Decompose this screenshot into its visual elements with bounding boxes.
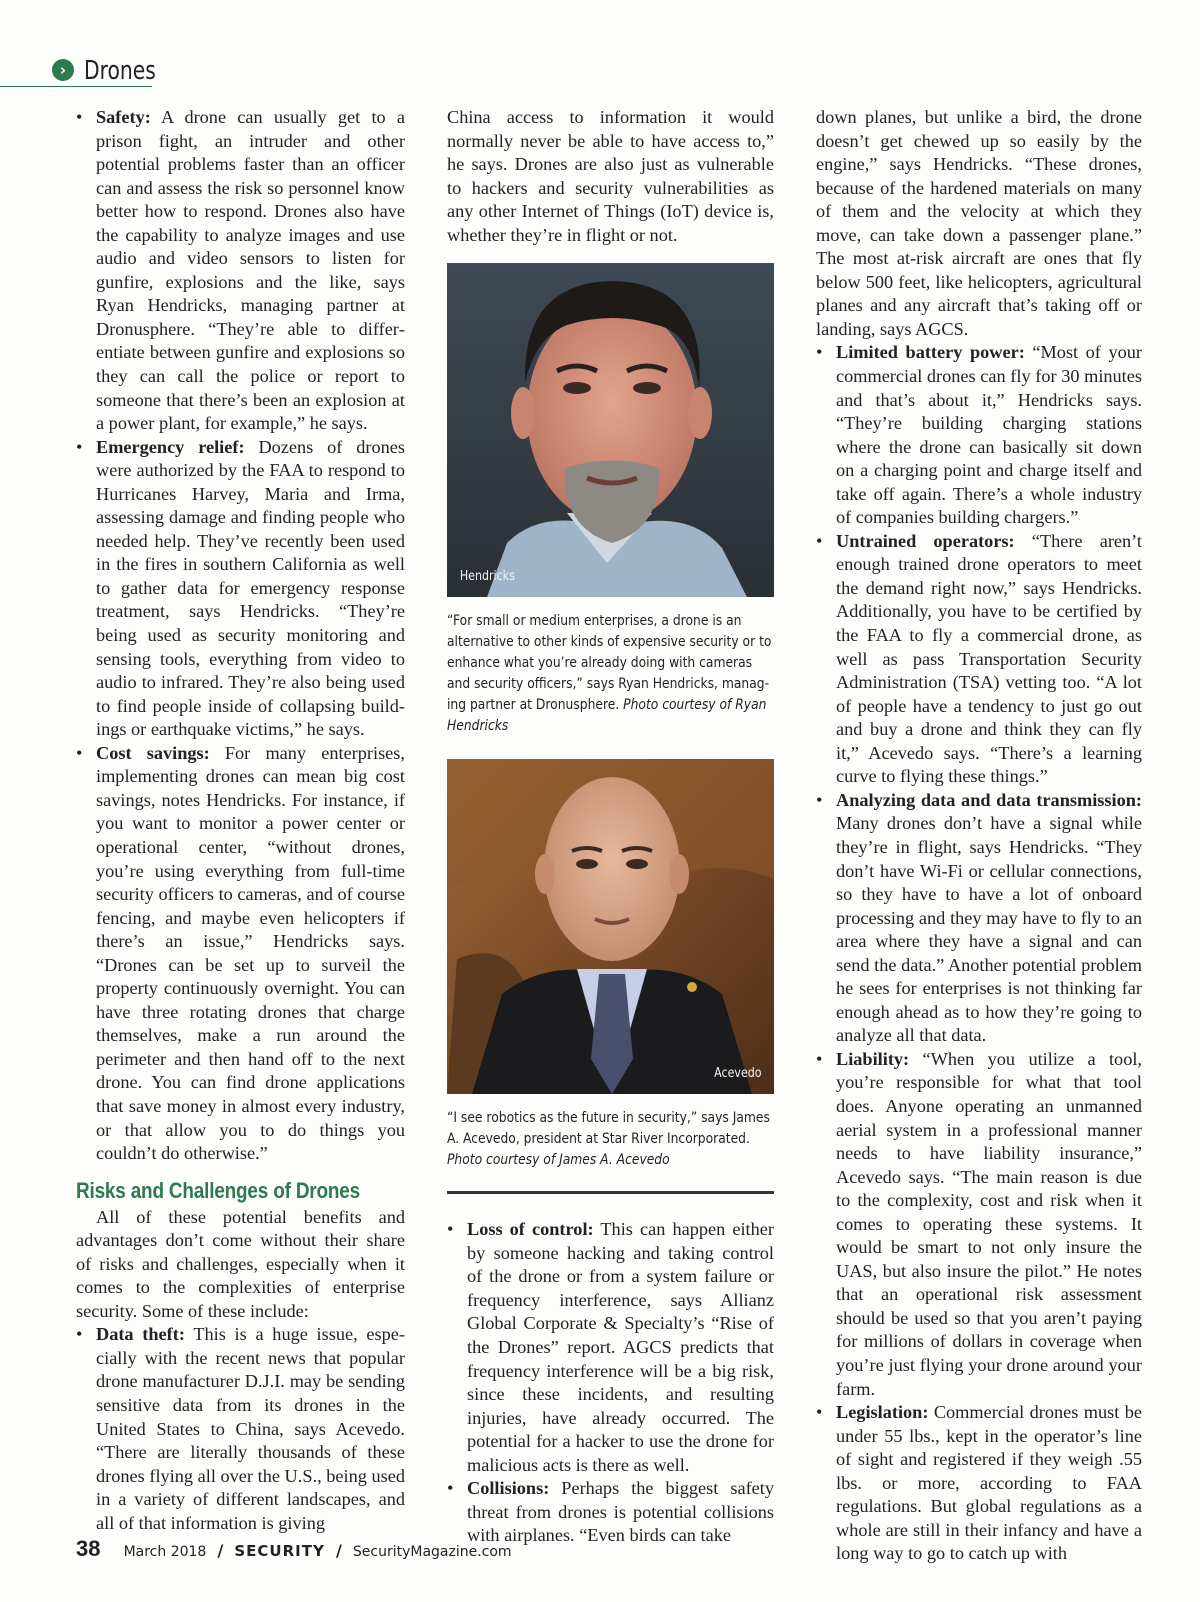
bullet-title: Emergency relief: [96, 436, 245, 457]
bullet-title: Limited battery power: [836, 342, 1025, 363]
risks-list [76, 1323, 405, 1535]
list-item [816, 1048, 1142, 1401]
list-item [76, 436, 405, 742]
page-number: 38 [76, 1536, 101, 1561]
bullet-text: For many enterprises, implementing drones can mean big cost savings, notes Hendricks. For instance, if you want to monitor a power center or operational center, “without drones, you’re using everything from full-time security officers to cameras, and of course fencing, and maybe even helicopters if there’s an issue,” Hendricks says. “Drones can be set up to surveil the property continuously overnight. You can have three rotating drones that charge themselves, make a run around the perimeter and then hand off to the next drone. You can find drone applications that save money in almost every industry, or that allow you to do things you couldn’t do otherwise.” [96, 742, 405, 1164]
list-item [816, 1401, 1142, 1566]
separator: / [217, 1541, 224, 1560]
bullet-text: “There aren’t enough trained drone operators to meet the demand right now,” says Hendricks. Additionally, you have to be certified by the FAA to fly a commercial drone, as well as pass Transportation Security Administration (TSA) vetting too. “A lot of people have a tendency to just go out and buy a drone and think they can fly it,” Acevedo says. “There’s a learning curve to flying these things.” [836, 530, 1143, 787]
website-url: SecurityMagazine.com [352, 1544, 512, 1560]
hendricks-photo [447, 263, 774, 597]
benefits-list [76, 106, 405, 1166]
risks-list-continued [447, 1218, 774, 1548]
chevron-right-icon: › [52, 59, 74, 81]
bullet-text: Dozens of drones were authorized by the FAA to respond to Hurricanes Harvey, Maria and Irma, assessing damage and finding people who needed help. They’ve recently been used in the fires in southern California as well to gather data for emergency response treatment, says Hendricks. “They’re being used as security monitoring and sensing tools, everything from video to audio to infrared. They’re also being used to find people inside of collapsing buildings or earthquake victims,” he says. [96, 436, 405, 740]
photo-tag: Acevedo [714, 1066, 762, 1082]
risks-list-continued-2 [816, 341, 1142, 1565]
bullet-text: Many drones don’t have a signal while they’re in flight, says Hendricks. “They don’t have Wi-Fi or cellular connections, so they have to have a lot of onboard processing and they may have to fly to an area where they have a signal and can send the data.” Another potential problem he sees for enterprises is not thinking far enough ahead as to how they’re going to analyze all that data. [836, 813, 1142, 1046]
issue-date: March 2018 [123, 1544, 207, 1560]
bullet-title: Loss of control: [467, 1219, 594, 1240]
intro-paragraph: All of these potential benefits and advantages don’t come without their share of risks and challenges, especially when it comes to the complexities of enterprise security. Some of these include: [76, 1206, 405, 1321]
list-item [816, 789, 1142, 1048]
bullet-title: Legislation: [836, 1402, 929, 1423]
photo-caption: “For small or medium enterprises, a drone is an alternative to other kinds of expensive security or to enhance what you’re already doing with cameras and security officers,” says Ryan Hendricks, managing partner at Dronusphere. Photo courtesy of Ryan Hendricks [447, 613, 772, 735]
acevedo-photo [447, 759, 774, 1094]
bullet-text: Commercial drones must be under 55 lbs., kept in the operator’s line of sight and registered if they weigh .55 lbs. or more, according to FAA regulations. But global regulations as a whole are still in their infancy and have a long way to go to catch up with [836, 1402, 1142, 1564]
column-2 [447, 106, 774, 1548]
bullet-text: This is a huge issue, especially with the recent news that popular drone manufacturer D.J.I. may be sending sensitive data from its drones in the United States to China, says Acevedo. “There are literally thousands of these drones flying all over the U.S., being used in a variety of different landscapes, and all of that information is giving [96, 1324, 405, 1533]
magazine-name: SECURITY [234, 1542, 325, 1560]
bullet-title: Cost savings: [96, 742, 210, 763]
page-footer [76, 1536, 512, 1562]
bullet-text: This can happen either by someone hacking and taking control of the drone or from a system failure or frequency interference, says Allianz Global Corporate & Specialty’s “Rise of the Drones” report. AGCS predicts that frequency interference will be a big risk, since these incidents, and resulting injuries, have already occurred. The potential for a hacker to use the drone for malicious acts is there as well. [467, 1219, 774, 1475]
section-label: Drones [84, 56, 156, 86]
photo-tag: Hendricks [459, 569, 515, 585]
bullet-title: Data theft: [96, 1324, 185, 1345]
bullet-title: Safety: [96, 107, 151, 127]
hendricks-portrait-image [447, 263, 774, 597]
list-item [816, 341, 1142, 529]
list-item [816, 530, 1142, 789]
bullet-title: Analyzing data and data transmission: [836, 789, 1142, 810]
paragraph: China access to information it would normally never be able to have access to,” he says. Drones are also just as vulnerable to hackers and security vulnerabilities as any other Internet of Things (IoT) device is, whether they’re in flight or not. [447, 107, 774, 245]
list-item [447, 1218, 774, 1477]
subheading: Risks and Challenges of Drones [76, 1177, 360, 1203]
section-header [0, 56, 156, 87]
column-3 [816, 106, 1142, 1566]
list-item [76, 742, 405, 1166]
separator: / [335, 1541, 342, 1560]
divider [447, 1191, 774, 1194]
bullet-title: Untrained operators: [836, 530, 1015, 551]
bullet-text: “Most of your commercial drones can fly for 30 minutes and that’s about it,” Hendricks says. “They’re building charging stations where the drone can basically sit down on a charging point and charge itself and take off again. There’s a whole industry of companies building chargers.” [836, 342, 1142, 528]
photo-caption: “I see robotics as the future in security,” says James A. Acevedo, president at Star River Incorporated. Photo courtesy of James A. Acevedo [447, 1110, 770, 1169]
bullet-title: Liability: [836, 1048, 910, 1069]
paragraph: down planes, but unlike a bird, the drone doesn’t get chewed up so easily by the engine,” says Hendricks. “These drones, because of the hardened materials on many of them and the velocity at which they move, can take down a passenger plane.” The most at-risk aircraft are ones that fly below 500 feet, like helicopters, agricultural planes and any aircraft that’s taking off or landing, says AGCS. [816, 107, 1142, 339]
column-1 [76, 106, 405, 1535]
list-item [76, 1323, 405, 1535]
bullet-text: Perhaps the biggest safety threat from drones is potential collisions with airplanes. “Even birds can take [467, 1478, 774, 1546]
list-item [76, 106, 405, 436]
bullet-text: “When you utilize a tool, you’re responsible for what that tool does. Anyone operating an unmanned aerial system in a professional manner needs to have liability insurance,” Acevedo says. “The main reason is due to the complexity, cost and risk when it comes to operating these systems. It would be smart to not only insure the UAS, but also insure the pilot.” He notes that an operational risk assessment should be used so that you aren’t paying for millions of dollars in coverage when you’re just flying your drone around your farm. [836, 1048, 1142, 1399]
bullet-text: A drone can usually get to a prison fight, an intruder and other potential problems faster than an officer can and assess the risk so personnel know better how to respond. Drones also have the capability to analyze images and use audio and video sensors to listen for gunfire, explosions and the like, says Ryan Hendricks, managing partner at Dronusphere. “They’re able to differentiate between gunfire and explosions so they can call the police or report to someone that there’s been an explosion at a power plant, for example,” he says. [96, 107, 405, 434]
acevedo-portrait-image [447, 759, 774, 1094]
bullet-title: Collisions: [467, 1478, 550, 1499]
